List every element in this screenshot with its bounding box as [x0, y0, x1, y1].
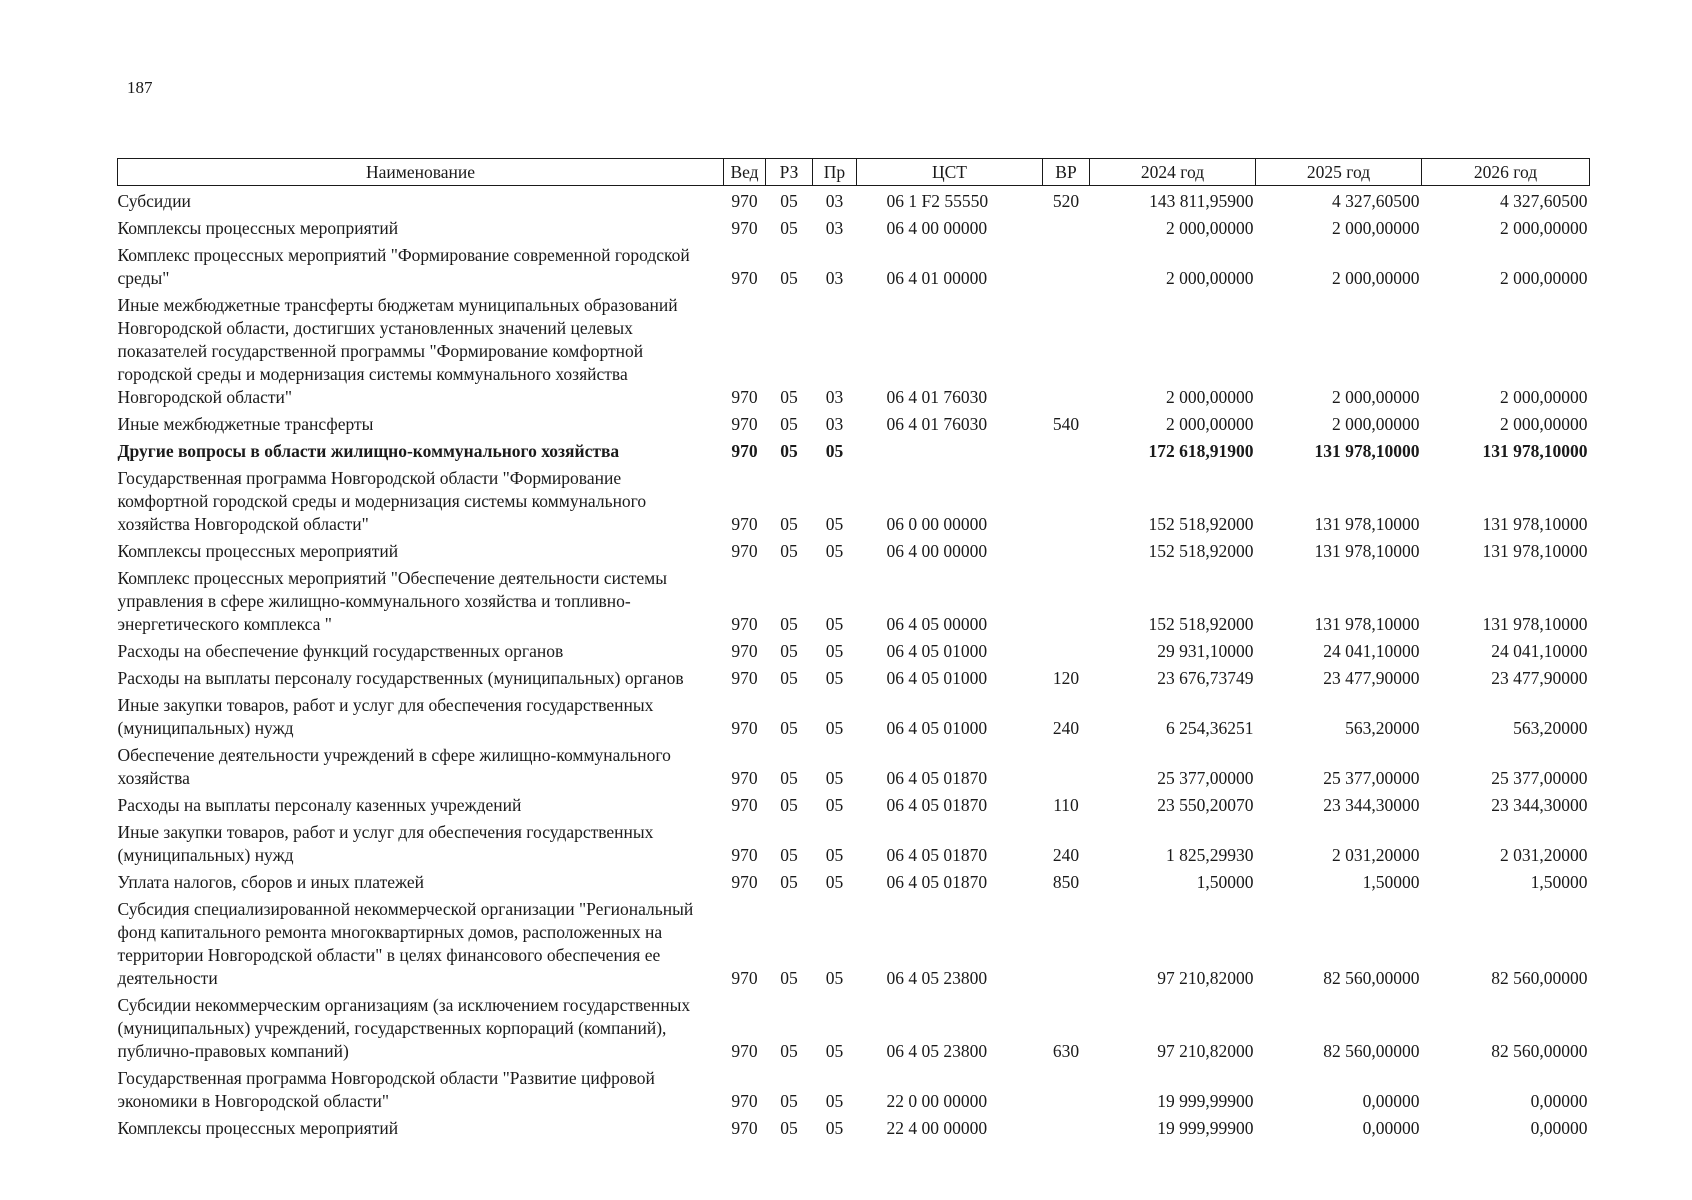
- row-ved: 970: [731, 968, 758, 988]
- row-name: Государственная программа Новгородской области "Формирование комфортной городской среды и модернизация системы коммунального хозяйства Новгородской области": [117, 468, 647, 534]
- row-vr: [1043, 894, 1090, 990]
- header-cst: ЦСТ: [857, 159, 1043, 186]
- row-value-2024: 2 000,00000: [1166, 268, 1254, 288]
- row-pr: 05: [825, 668, 844, 688]
- row-name: Субсидия специализированной некоммерческой организации "Региональный фонд капитального ремонта многоквартирных домов, расположенных на территории Новгородской области" в целях финансового обеспечения ее деятельности: [117, 899, 694, 988]
- row-value-2026: 0,00000: [1530, 1091, 1588, 1111]
- row-value-2024: 6 254,36251: [1166, 718, 1254, 738]
- row-value-2026: 25 377,00000: [1491, 768, 1588, 788]
- row-vr: [1043, 1063, 1090, 1113]
- row-pr: 05: [825, 968, 844, 988]
- row-name: Уплата налогов, сборов и иных платежей: [117, 872, 424, 892]
- row-rz: 05: [780, 795, 798, 815]
- row-value-2026: 1,50000: [1530, 872, 1588, 892]
- table-header-row: [118, 159, 1590, 186]
- row-vr: 630: [1052, 1041, 1080, 1061]
- row-value-2024: 1,50000: [1196, 872, 1254, 892]
- table-row: [118, 1113, 1590, 1140]
- row-name: Расходы на обеспечение функций государственных органов: [117, 641, 564, 661]
- row-pr: 03: [825, 268, 844, 288]
- row-rz: 05: [780, 872, 798, 892]
- row-vr: 110: [1053, 795, 1079, 815]
- row-rz: 05: [780, 414, 798, 434]
- row-pr: 05: [825, 441, 844, 461]
- row-value-2024: 23 676,73749: [1157, 668, 1254, 688]
- table-row: [118, 894, 1590, 990]
- row-value-2024: 143 811,95900: [1149, 191, 1254, 211]
- row-name: Расходы на выплаты персоналу государственных (муниципальных) органов: [117, 668, 684, 688]
- row-cst: 06 4 05 01000: [886, 641, 988, 661]
- row-value-2026: 2 000,00000: [1500, 218, 1588, 238]
- row-value-2024: 19 999,99900: [1157, 1118, 1254, 1138]
- row-ved: 970: [731, 1041, 758, 1061]
- header-ved: Вед: [724, 159, 766, 186]
- row-name: Комплексы процессных мероприятий: [117, 218, 399, 238]
- row-value-2024: 25 377,00000: [1157, 768, 1254, 788]
- row-rz: 05: [780, 191, 798, 211]
- row-pr: 05: [825, 872, 844, 892]
- row-name: Государственная программа Новгородской области "Развитие цифровой экономики в Новгородской области": [117, 1068, 655, 1111]
- table-body: [118, 186, 1590, 1141]
- row-vr: [1043, 213, 1090, 240]
- row-ved: 970: [731, 614, 758, 634]
- row-name: Комплекс процессных мероприятий "Формирование современной городской среды": [117, 245, 690, 288]
- row-ved: 970: [731, 191, 758, 211]
- row-vr: [1043, 636, 1090, 663]
- row-cst: 06 4 05 23800: [886, 1041, 988, 1061]
- header-2026: 2026 год: [1422, 159, 1590, 186]
- row-value-2025: 131 978,10000: [1314, 541, 1420, 561]
- row-ved: 970: [731, 387, 758, 407]
- row-cst: 06 4 00 00000: [886, 541, 988, 561]
- row-value-2026: 23 344,30000: [1491, 795, 1588, 815]
- table-row: [118, 186, 1590, 214]
- table-row: [118, 463, 1590, 536]
- row-cst: 06 4 05 23800: [886, 968, 988, 988]
- row-cst: 06 0 00 00000: [886, 514, 988, 534]
- table-row: [118, 663, 1590, 690]
- row-pr: 05: [825, 1091, 844, 1111]
- row-name: Иные межбюджетные трансферты: [117, 414, 374, 434]
- header-pr: Пр: [813, 159, 857, 186]
- row-name: Иные закупки товаров, работ и услуг для обеспечения государственных (муниципальных) нужд: [117, 695, 654, 738]
- header-rz: РЗ: [766, 159, 813, 186]
- table-row: [118, 990, 1590, 1063]
- budget-table: [117, 158, 1590, 1140]
- row-cst: 06 1 F2 55550: [886, 191, 989, 211]
- row-value-2024: 2 000,00000: [1166, 387, 1254, 407]
- row-rz: 05: [780, 441, 798, 461]
- row-value-2025: 2 000,00000: [1332, 387, 1420, 407]
- row-value-2026: 131 978,10000: [1482, 614, 1588, 634]
- row-value-2026: 131 978,10000: [1482, 514, 1588, 534]
- row-ved: 970: [731, 1091, 758, 1111]
- row-value-2026: 2 000,00000: [1500, 414, 1588, 434]
- row-value-2025: 0,00000: [1362, 1118, 1420, 1138]
- row-cst: 06 4 05 01870: [886, 872, 988, 892]
- header-2025: 2025 год: [1256, 159, 1422, 186]
- row-vr: 540: [1052, 414, 1080, 434]
- row-value-2026: 563,20000: [1513, 718, 1588, 738]
- row-value-2025: 23 344,30000: [1323, 795, 1420, 815]
- row-cst: 06 4 05 01870: [886, 795, 988, 815]
- row-value-2024: 29 931,10000: [1157, 641, 1254, 661]
- table-row: [118, 436, 1590, 463]
- row-cst: 06 4 01 76030: [886, 414, 988, 434]
- row-rz: 05: [780, 845, 798, 865]
- row-value-2025: 0,00000: [1362, 1091, 1420, 1111]
- row-ved: 970: [731, 872, 758, 892]
- row-value-2025: 1,50000: [1362, 872, 1420, 892]
- row-rz: 05: [780, 718, 798, 738]
- row-ved: 970: [731, 414, 758, 434]
- row-value-2025: 131 978,10000: [1314, 614, 1420, 634]
- row-vr: 120: [1052, 668, 1080, 688]
- table-row: [118, 240, 1590, 290]
- row-cst: 06 4 05 01000: [886, 718, 988, 738]
- row-rz: 05: [780, 1091, 798, 1111]
- row-ved: 970: [731, 514, 758, 534]
- header-vr: ВР: [1043, 159, 1090, 186]
- row-pr: 05: [825, 614, 844, 634]
- row-cst: 06 4 01 76030: [886, 387, 988, 407]
- row-rz: 05: [780, 387, 798, 407]
- table-row: [118, 790, 1590, 817]
- row-ved: 970: [731, 845, 758, 865]
- row-cst: 06 4 05 01000: [886, 668, 988, 688]
- table-row: [118, 817, 1590, 867]
- row-value-2025: 2 000,00000: [1332, 218, 1420, 238]
- row-value-2025: 82 560,00000: [1323, 968, 1420, 988]
- row-rz: 05: [780, 1041, 798, 1061]
- row-vr: 520: [1052, 191, 1080, 211]
- row-vr: [1043, 1113, 1090, 1140]
- row-ved: 970: [731, 268, 758, 288]
- row-vr: [1043, 240, 1090, 290]
- table-row: [118, 536, 1590, 563]
- row-pr: 05: [825, 768, 844, 788]
- row-value-2025: 4 327,60500: [1332, 191, 1420, 211]
- row-cst: 06 4 05 01870: [886, 845, 988, 865]
- row-vr: [1043, 290, 1090, 409]
- table-row: [118, 409, 1590, 436]
- row-value-2025: 23 477,90000: [1323, 668, 1420, 688]
- row-name: Иные межбюджетные трансферты бюджетам муниципальных образований Новгородской области, достигших установленных значений целевых показателей государственной программы "Формирование комфортной городской среды и модернизация системы коммунального хозяйства Новгородской области": [117, 295, 678, 407]
- table-row: [118, 213, 1590, 240]
- row-cst: 06 4 00 00000: [886, 218, 988, 238]
- row-value-2025: 2 031,20000: [1332, 845, 1420, 865]
- table-row: [118, 290, 1590, 409]
- header-name: Наименование: [118, 159, 724, 186]
- header-2024: 2024 год: [1090, 159, 1256, 186]
- row-vr: [1043, 436, 1090, 463]
- row-value-2024: 23 550,20070: [1157, 795, 1254, 815]
- row-ved: 970: [731, 718, 758, 738]
- row-rz: 05: [780, 768, 798, 788]
- row-pr: 05: [825, 514, 844, 534]
- row-pr: 05: [825, 845, 844, 865]
- row-name: Комплексы процессных мероприятий: [117, 1118, 399, 1138]
- row-name: Иные закупки товаров, работ и услуг для обеспечения государственных (муниципальных) нужд: [117, 822, 654, 865]
- row-value-2026: 131 978,10000: [1482, 541, 1588, 561]
- row-value-2026: 2 000,00000: [1500, 268, 1588, 288]
- row-pr: 05: [825, 795, 844, 815]
- row-pr: 05: [825, 541, 844, 561]
- row-vr: [1043, 463, 1090, 536]
- row-vr: 850: [1052, 872, 1080, 892]
- row-value-2024: 97 210,82000: [1157, 968, 1254, 988]
- row-value-2025: 25 377,00000: [1323, 768, 1420, 788]
- row-value-2025: 131 978,10000: [1314, 441, 1420, 461]
- row-name: Другие вопросы в области жилищно-коммунального хозяйства: [117, 441, 620, 461]
- row-value-2025: 82 560,00000: [1323, 1041, 1420, 1061]
- row-cst: 06 4 01 00000: [886, 268, 988, 288]
- row-ved: 970: [731, 218, 758, 238]
- row-rz: 05: [780, 541, 798, 561]
- row-pr: 05: [825, 1118, 844, 1138]
- row-name: Субсидии некоммерческим организациям (за исключением государственных (муниципальных) учреждений, государственных корпораций (компаний), публично-правовых компаний): [117, 995, 691, 1061]
- row-value-2026: 2 000,00000: [1500, 387, 1588, 407]
- row-value-2024: 152 518,92000: [1148, 614, 1254, 634]
- row-ved: 970: [731, 641, 758, 661]
- row-pr: 03: [825, 191, 844, 211]
- row-vr: 240: [1052, 718, 1080, 738]
- row-value-2024: 2 000,00000: [1166, 414, 1254, 434]
- row-ved: 970: [731, 1118, 758, 1138]
- row-vr: [1043, 740, 1090, 790]
- row-value-2026: 82 560,00000: [1491, 968, 1588, 988]
- row-value-2026: 0,00000: [1530, 1118, 1588, 1138]
- row-value-2024: 97 210,82000: [1157, 1041, 1254, 1061]
- row-value-2026: 131 978,10000: [1482, 441, 1588, 461]
- row-value-2024: 19 999,99900: [1157, 1091, 1254, 1111]
- row-rz: 05: [780, 968, 798, 988]
- row-ved: 970: [731, 768, 758, 788]
- row-cst: 06 4 05 01870: [886, 768, 988, 788]
- row-value-2026: 82 560,00000: [1491, 1041, 1588, 1061]
- row-ved: 970: [731, 795, 758, 815]
- row-value-2025: 2 000,00000: [1332, 414, 1420, 434]
- row-ved: 970: [731, 541, 758, 561]
- row-pr: 05: [825, 641, 844, 661]
- row-cst: 22 4 00 00000: [886, 1118, 988, 1138]
- table-row: [118, 563, 1590, 636]
- row-rz: 05: [780, 514, 798, 534]
- table-row: [118, 867, 1590, 894]
- row-value-2024: 1 825,29930: [1166, 845, 1254, 865]
- row-ved: 970: [731, 441, 758, 461]
- row-ved: 970: [731, 668, 758, 688]
- row-name: Комплексы процессных мероприятий: [117, 541, 399, 561]
- row-value-2026: 23 477,90000: [1491, 668, 1588, 688]
- row-value-2024: 2 000,00000: [1166, 218, 1254, 238]
- row-rz: 05: [780, 1118, 798, 1138]
- row-vr: 240: [1052, 845, 1080, 865]
- row-pr: 03: [825, 387, 844, 407]
- row-value-2024: 152 518,92000: [1148, 541, 1254, 561]
- row-cst: 06 4 05 00000: [886, 614, 988, 634]
- row-value-2024: 172 618,91900: [1148, 441, 1254, 461]
- row-rz: 05: [780, 218, 798, 238]
- row-name: Расходы на выплаты персоналу казенных учреждений: [117, 795, 522, 815]
- row-value-2025: 563,20000: [1345, 718, 1420, 738]
- row-name: Субсидии: [117, 191, 191, 211]
- row-name: Обеспечение деятельности учреждений в сфере жилищно-коммунального хозяйства: [117, 745, 671, 788]
- row-rz: 05: [780, 668, 798, 688]
- row-rz: 05: [780, 614, 798, 634]
- row-vr: [1043, 563, 1090, 636]
- row-value-2026: 2 031,20000: [1500, 845, 1588, 865]
- row-value-2025: 2 000,00000: [1332, 268, 1420, 288]
- row-rz: 05: [780, 268, 798, 288]
- page-number: 187: [127, 78, 153, 97]
- row-pr: 03: [825, 218, 844, 238]
- row-value-2024: 152 518,92000: [1148, 514, 1254, 534]
- row-value-2025: 131 978,10000: [1314, 514, 1420, 534]
- row-name: Комплекс процессных мероприятий "Обеспечение деятельности системы управления в сфере жилищно-коммунального хозяйства и топливно-энергетического комплекса ": [117, 568, 667, 634]
- row-pr: 05: [825, 718, 844, 738]
- row-value-2026: 4 327,60500: [1500, 191, 1588, 211]
- row-pr: 03: [825, 414, 844, 434]
- row-cst: 22 0 00 00000: [886, 1091, 988, 1111]
- row-rz: 05: [780, 641, 798, 661]
- table-row: [118, 690, 1590, 740]
- table-row: [118, 636, 1590, 663]
- row-value-2025: 24 041,10000: [1323, 641, 1420, 661]
- row-cst: [857, 436, 1043, 463]
- table-row: [118, 1063, 1590, 1113]
- row-vr: [1043, 536, 1090, 563]
- row-pr: 05: [825, 1041, 844, 1061]
- table-row: [118, 740, 1590, 790]
- row-value-2026: 24 041,10000: [1491, 641, 1588, 661]
